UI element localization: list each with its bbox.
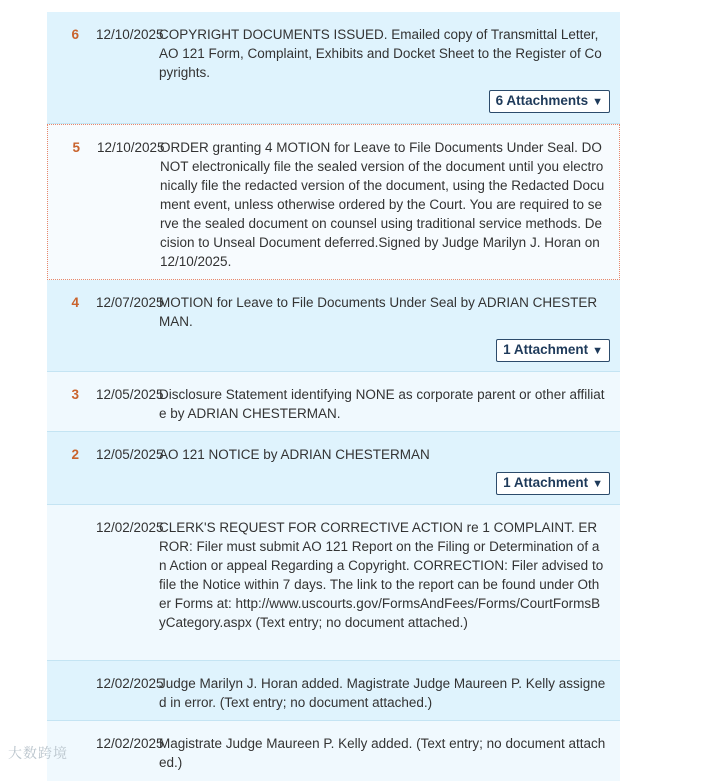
entry-text: Disclosure Statement identifying NONE as corporate parent or other affiliate by ADRIAN CHESTERMAN.: [159, 387, 605, 421]
entry-date: 12/05/2025: [96, 447, 164, 462]
attachments-label: 6 Attachments: [495, 93, 589, 108]
entry-date: 12/02/2025: [96, 520, 164, 535]
docket-entry-2: [47, 432, 620, 505]
caret-down-icon: ▼: [592, 345, 603, 357]
watermark-logo: [8, 743, 68, 763]
entry-date: 12/02/2025: [96, 736, 164, 751]
docket-entry-6: [47, 12, 620, 124]
entry-number[interactable]: 3: [71, 387, 79, 402]
entry-number[interactable]: 4: [71, 295, 79, 310]
entry-date: 12/10/2025: [96, 27, 164, 42]
entry-text: CLERK'S REQUEST FOR CORRECTIVE ACTION re 1 COMPLAINT. ERROR: Filer must submit AO 121 Report on the Filing or Determination of an Action or appeal Regarding a Copyright. CORRECTION: Filer advised to file the Notice within 7 days. The link to the report can be found under Other Forms at: http://www.uscourts.gov/FormsAndFees/Forms/CourtFormsByCategory.aspx (Text entry; no document attached.): [159, 520, 604, 630]
entry-date: 12/02/2025: [96, 676, 164, 691]
entry-text: AO 121 NOTICE by ADRIAN CHESTERMAN: [159, 447, 430, 462]
entry-number[interactable]: 6: [71, 27, 79, 42]
caret-down-icon: ▼: [592, 478, 603, 490]
docket-entry-text-only: [47, 721, 620, 781]
entry-text: Magistrate Judge Maureen P. Kelly added. (Text entry; no document attached.): [159, 736, 606, 770]
attachments-toggle-button[interactable]: [489, 90, 610, 113]
attachments-label: 1 Attachment: [503, 342, 589, 357]
entry-number[interactable]: 5: [72, 140, 80, 155]
attachments-label: 1 Attachment: [503, 475, 589, 490]
entry-text: ORDER granting 4 MOTION for Leave to File Documents Under Seal. DO NOT electronically file the sealed version of the document until you electronically file the redacted version of the document, using the Redacted Document event, unless otherwise ordered by the Court. You are required to serve the sealed document on counsel using traditional service methods. Decision to Unseal Document deferred.Signed by Judge Marilyn J. Horan on 12/10/2025.: [160, 140, 605, 269]
watermark-text: 大数跨境: [8, 746, 68, 762]
docket-entry-4: [47, 280, 620, 372]
entry-number[interactable]: 2: [71, 447, 79, 462]
docket-entry-3: [47, 372, 620, 432]
entry-date: 12/10/2025: [97, 140, 165, 155]
entry-text: COPYRIGHT DOCUMENTS ISSUED. Emailed copy of Transmittal Letter, AO 121 Form, Complaint, Exhibits and Docket Sheet to the Register of Copyrights.: [159, 27, 602, 80]
docket-list: [47, 12, 620, 781]
entry-text: MOTION for Leave to File Documents Under Seal by ADRIAN CHESTERMAN.: [159, 295, 598, 329]
docket-entry-text-only: [47, 661, 620, 721]
caret-down-icon: ▼: [592, 96, 603, 108]
attachments-toggle-button[interactable]: [496, 472, 610, 495]
entry-date: 12/05/2025: [96, 387, 164, 402]
entry-text: Judge Marilyn J. Horan added. Magistrate Judge Maureen P. Kelly assigned in error. (Text entry; no document attached.): [159, 676, 606, 710]
entry-date: 12/07/2025: [96, 295, 164, 310]
attachments-toggle-button[interactable]: [496, 339, 610, 362]
docket-entry-5: [47, 124, 620, 280]
docket-entry-text-only: [47, 505, 620, 661]
